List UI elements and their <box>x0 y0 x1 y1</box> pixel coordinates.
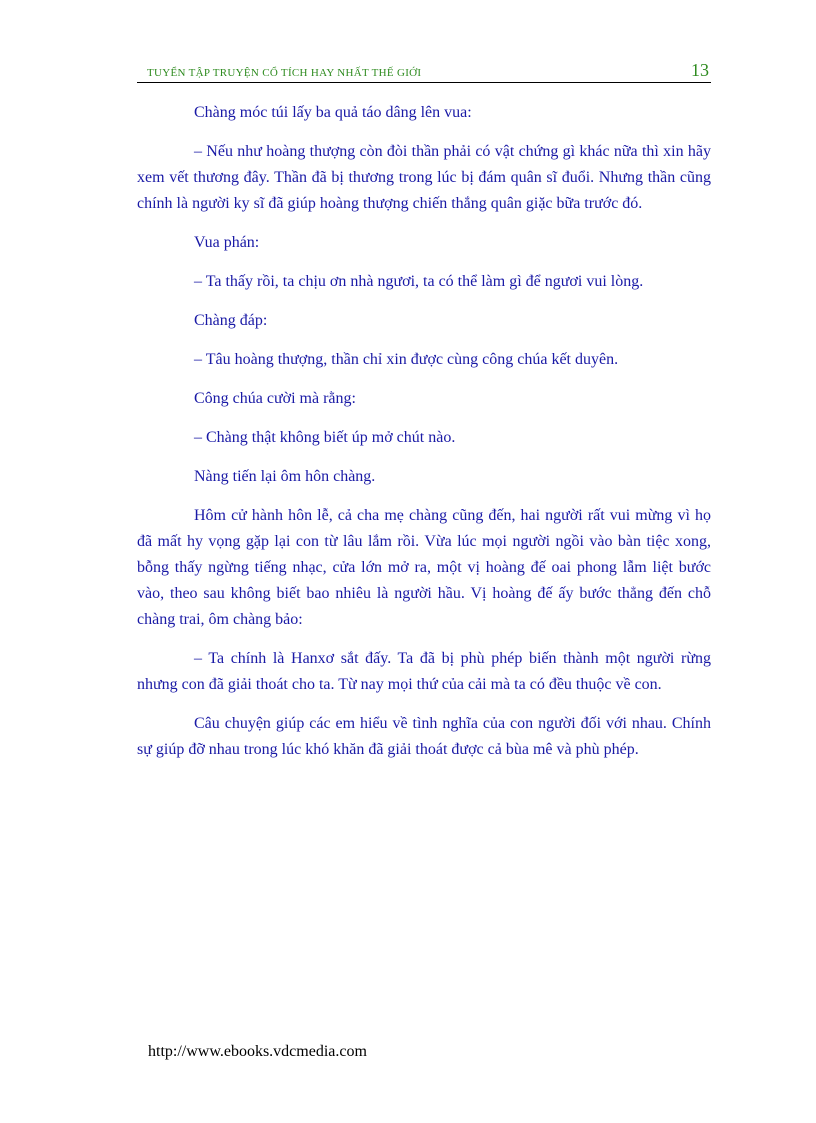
paragraph: – Tâu hoàng thượng, thần chỉ xin được cùng công chúa kết duyên. <box>194 351 619 368</box>
footer-url[interactable]: http://www.ebooks.vdcmedia.com <box>148 1043 367 1060</box>
paragraph: Vua phán: <box>194 234 260 251</box>
paragraph: – Ta thấy rồi, ta chịu ơn nhà ngươi, ta có thể làm gì để ngươi vui lòng. <box>194 273 644 290</box>
paragraph: – Nếu như hoàng thượng còn đòi thần phải có vật chứng gì khác nữa thì xin hãy xem vết thương đây. Thần đã bị thương trong lúc bị đám quân sĩ đuổi. Nhưng thần cũng chính là người ky sĩ đã giúp hoàng thượng chiến thắng quân giặc bữa trước đó. <box>137 143 711 212</box>
paragraph: Công chúa cười mà rằng: <box>194 390 356 407</box>
paragraph: – Ta chính là Hanxơ sắt đấy. Ta đã bị phù phép biến thành một người rừng nhưng con đã giải thoát cho ta. Từ nay mọi thứ của cải mà ta có đều thuộc về con. <box>137 650 711 693</box>
paragraph: Câu chuyện giúp các em hiểu về tình nghĩa của con người đối với nhau. Chính sự giúp đỡ nhau trong lúc khó khăn đã giải thoát được cả bùa mê và phù phép. <box>137 715 711 758</box>
paragraph: Chàng móc túi lấy ba quả táo dâng lên vua: <box>194 104 472 121</box>
page-header <box>137 58 711 83</box>
paragraph: Hôm cử hành hôn lễ, cả cha mẹ chàng cũng đến, hai người rất vui mừng vì họ đã mất hy vọng gặp lại con từ lâu lắm rồi. Vừa lúc mọi người ngồi vào bàn tiệc xong, bỗng thấy ngừng tiếng nhạc, cửa lớn mở ra, một vị hoàng đế oai phong lẫm liệt bước vào, theo sau không biết bao nhiêu là người hầu. Vị hoàng đế ấy bước thẳng đến chỗ chàng trai, ôm chàng bảo: <box>137 507 711 628</box>
story-text <box>137 100 711 776</box>
page-number: 13 <box>691 60 709 80</box>
paragraph: Nàng tiến lại ôm hôn chàng. <box>194 468 376 485</box>
book-title: TUYỂN TẬP TRUYỆN CỔ TÍCH HAY NHẤT THẾ GIỚI <box>147 67 422 79</box>
paragraph: Chàng đáp: <box>194 312 268 329</box>
paragraph: – Chàng thật không biết úp mở chút nào. <box>194 429 456 446</box>
